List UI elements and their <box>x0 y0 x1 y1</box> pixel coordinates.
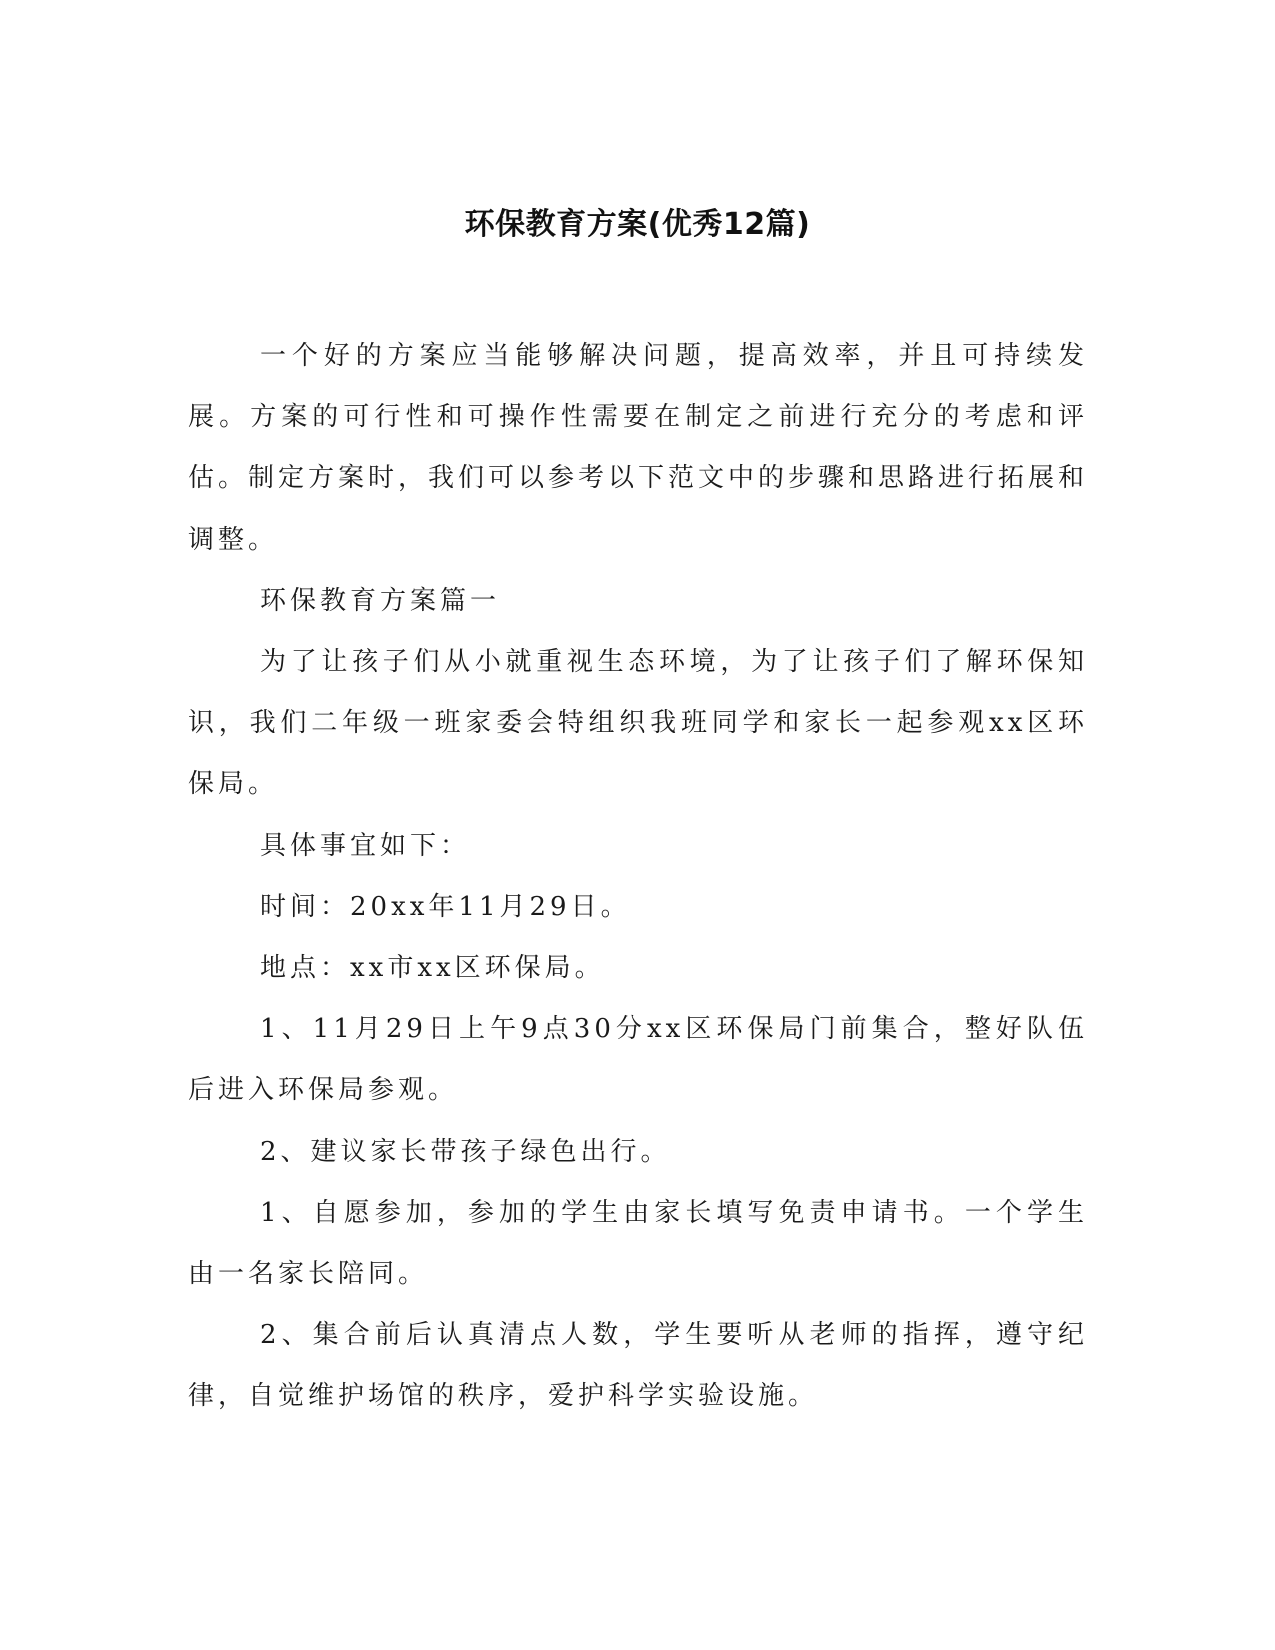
schedule-item-2: 2、建议家长带孩子绿色出行。 <box>260 1136 671 1167</box>
location-paragraph: 地点：xx市xx区环保局。 <box>260 953 605 984</box>
notice-item-2: 2、集合前后认真清点人数，学生要听从老师的指挥，遵守纪律，自觉维护场馆的秩序，爱护科学实验设施。 <box>188 1320 1088 1412</box>
notice-item-1: 1、自愿参加，参加的学生由家长填写免责申请书。一个学生由一名家长陪同。 <box>188 1197 1088 1290</box>
document-body <box>188 326 1088 1428</box>
details-intro: 具体事宜如下： <box>260 830 471 861</box>
schedule-item-1: 1、11月29日上午9点30分xx区环保局门前集合，整好队伍后进入环保局参观。 <box>188 1014 1088 1106</box>
purpose-paragraph: 为了让孩子们从小就重视生态环境，为了让孩子们了解环保知识，我们二年级一班家委会特组织我班同学和家长一起参观xx区环保局。 <box>188 647 1088 800</box>
section-heading: 环保教育方案篇一 <box>260 585 501 616</box>
document-title: 环保教育方案(优秀12篇) <box>464 207 811 242</box>
time-paragraph: 时间：20xx年11月29日。 <box>260 891 631 922</box>
intro-paragraph: 一个好的方案应当能够解决问题，提高效率，并且可持续发展。方案的可行性和可操作性需要在制定之前进行充分的考虑和评估。制定方案时，我们可以参考以下范文中的步骤和思路进行拓展和调整。 <box>188 341 1089 555</box>
